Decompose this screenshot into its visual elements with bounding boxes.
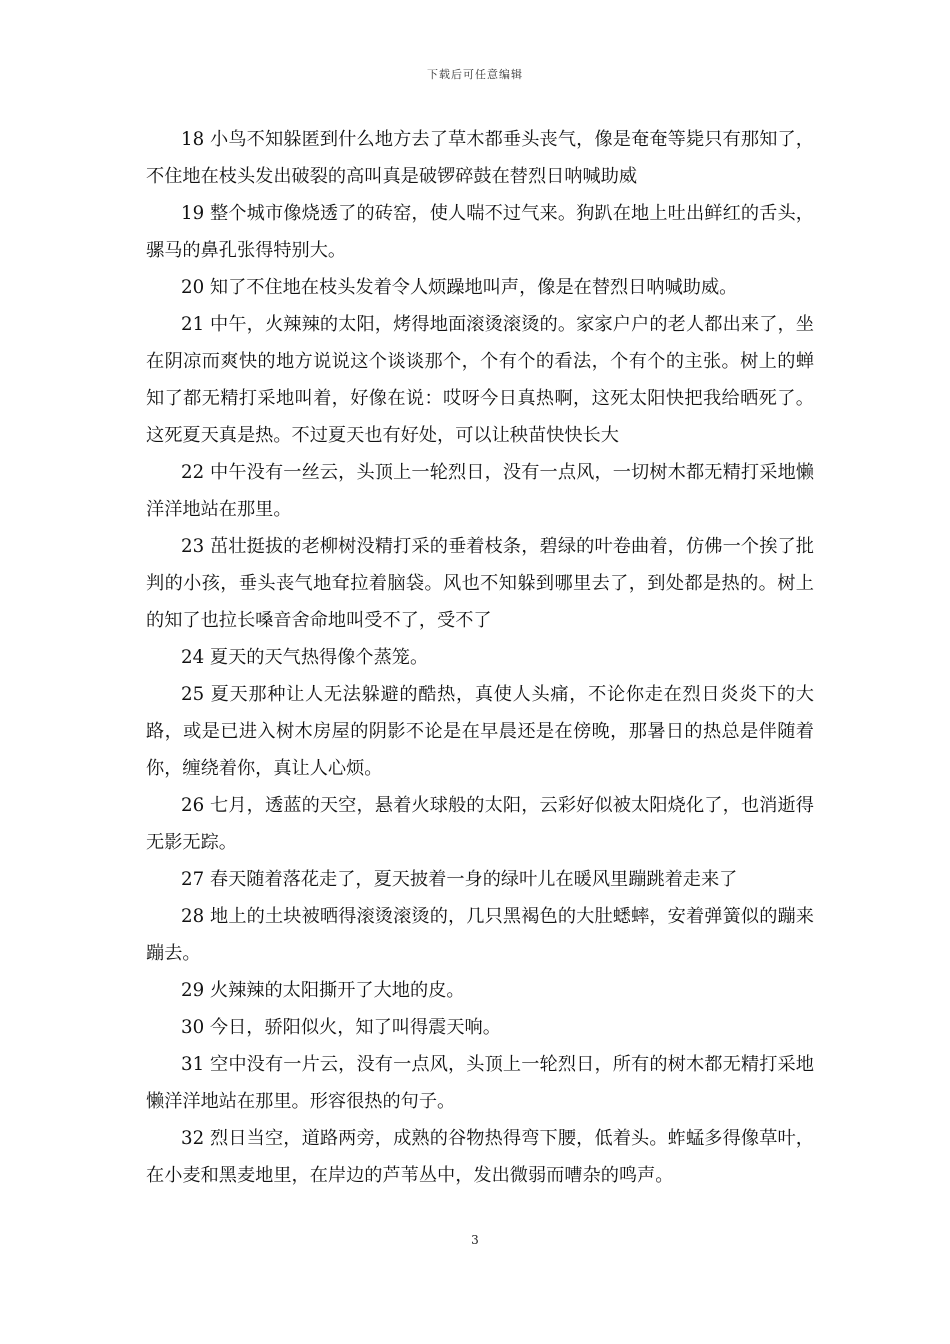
paragraph-21: 21 中午，火辣辣的太阳，烤得地面滚烫滚烫的。家家户户的老人都出来了，坐在阴凉而爽快的地方说说这个谈谈那个，个有个的看法，个有个的主张。树上的蝉知了都无精打采地叫着，好像在说：哎呀今日真热啊，这死太阳快把我给晒死了。这死夏天真是热。不过夏天也有好处，可以让秧苗快快长大 — [146, 314, 814, 446]
paragraph-26: 26 七月，透蓝的天空，悬着火球般的太阳，云彩好似被太阳烧化了，也消逝得无影无踪。 — [146, 795, 814, 853]
paragraph-22: 22 中午没有一丝云，头顶上一轮烈日，没有一点风，一切树木都无精打采地懒洋洋地站在那里。 — [146, 462, 814, 520]
page-number: 3 — [471, 1233, 479, 1247]
paragraph-28: 28 地上的土块被晒得滚烫滚烫的，几只黑褐色的大肚蟋蟀，安着弹簧似的蹦来蹦去。 — [146, 906, 814, 964]
paragraph-31: 31 空中没有一片云，没有一点风，头顶上一轮烈日，所有的树木都无精打采地懒洋洋地站在那里。形容很热的句子。 — [146, 1054, 814, 1112]
paragraph-29: 29 火辣辣的太阳撕开了大地的皮。 — [181, 980, 465, 1001]
paragraph-32: 32 烈日当空，道路两旁，成熟的谷物热得弯下腰，低着头。蚱蜢多得像草叶，在小麦和黑麦地里，在岸边的芦苇丛中，发出微弱而嘈杂的鸣声。 — [146, 1128, 814, 1186]
paragraph-27: 27 春天随着落花走了，夏天披着一身的绿叶儿在暖风里蹦跳着走来了 — [181, 869, 738, 890]
paragraph-20: 20 知了不住地在枝头发着令人烦躁地叫声，像是在替烈日呐喊助威。 — [181, 277, 738, 298]
paragraph-24: 24 夏天的天气热得像个蒸笼。 — [181, 647, 429, 668]
page-header: 下载后可任意编辑 — [427, 68, 523, 81]
paragraph-30: 30 今日，骄阳似火，知了叫得震天响。 — [181, 1017, 501, 1038]
paragraph-23: 23 茁壮挺拔的老柳树没精打采的垂着枝条，碧绿的叶卷曲着，仿佛一个挨了批判的小孩，垂头丧气地耷拉着脑袋。风也不知躲到哪里去了，到处都是热的。树上的知了也拉长嗓音舍命地叫受不了，受不了 — [146, 536, 814, 631]
document-body — [146, 121, 814, 1194]
paragraph-25: 25 夏天那种让人无法躲避的酷热，真使人头痛，不论你走在烈日炎炎下的大路，或是已进入树木房屋的阴影不论是在早晨还是在傍晚，那暑日的热总是伴随着你，缠绕着你，真让人心烦。 — [146, 684, 814, 779]
paragraph-18: 18 小鸟不知躲匿到什么地方去了草木都垂头丧气，像是奄奄等毙只有那知了，不住地在枝头发出破裂的高叫真是破锣碎鼓在替烈日呐喊助威 — [146, 129, 814, 187]
paragraph-19: 19 整个城市像烧透了的砖窑，使人喘不过气来。狗趴在地上吐出鲜红的舌头，骡马的鼻孔张得特别大。 — [146, 203, 814, 261]
